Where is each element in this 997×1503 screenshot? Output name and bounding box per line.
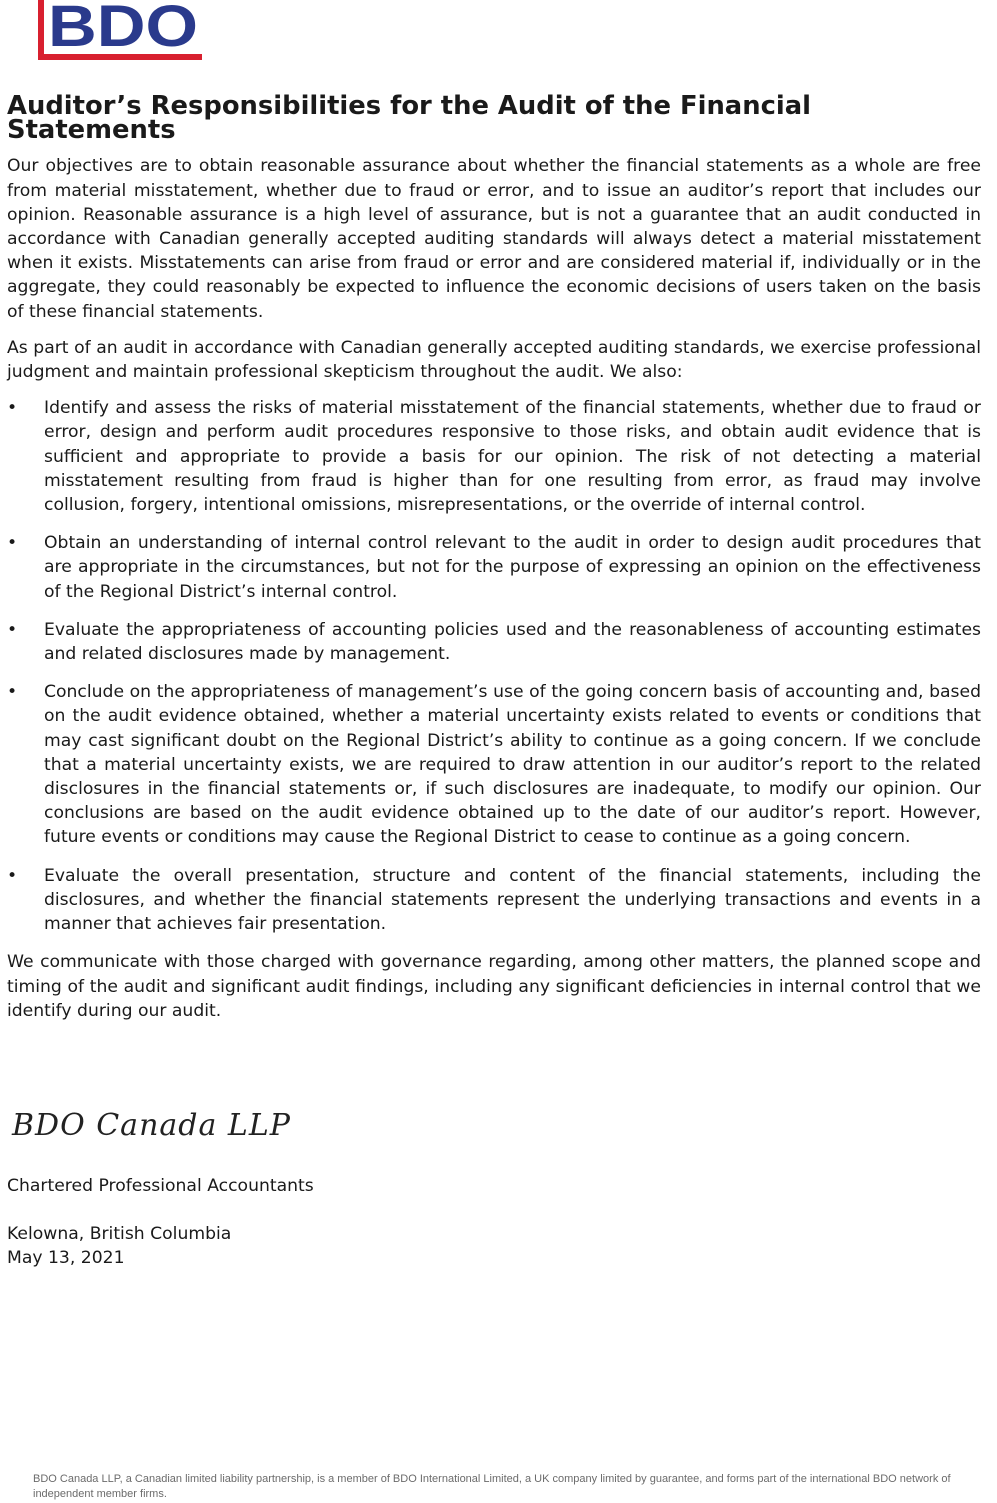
list-item-text: Evaluate the overall presentation, structure and content of the financial statements, including the disclosures, and whether the financial statements represent the underlying transactions and events in a manner that achieves fair presentation.: [44, 865, 981, 935]
bullet-icon: •: [7, 533, 18, 554]
list-item-text: Obtain an understanding of internal control relevant to the audit in order to design audit procedures that are appropriate in the circumstances, but not for the purpose of expressing an opinion on the effectiveness of the Regional District’s internal control.: [44, 533, 981, 602]
firm-title: Chartered Professional Accountants: [7, 1176, 314, 1196]
location: Kelowna, British Columbia: [7, 1224, 232, 1245]
signature: BDO Canada LLP: [12, 1108, 291, 1143]
section-heading: Auditor’s Responsibilities for the Audit of the Financial Statements: [7, 91, 811, 146]
list-item-text: Conclude on the appropriateness of management’s use of the going concern basis of accounting and, based on the audit evidence obtained, whether a material uncertainty exists related to events or conditions that may cast significant doubt on the Regional District’s ability to continue as a going concern. If we conclude that a material uncertainty exists, we are required to draw attention in our auditor’s report to the related disclosures in the financial statements or, if such disclosures are inadequate, to modify our opinion. Our conclusions are based on the audit evidence obtained up to the date of our auditor’s report. However, future events or conditions may cause the Regional District to cease to continue as a going concern.: [44, 682, 981, 848]
bullet-icon: •: [7, 398, 18, 419]
logo-red-bar-vertical: [38, 0, 44, 60]
list-item-text: Identify and assess the risks of material misstatement of the financial statements, whether due to fraud or error, design and perform audit procedures responsive to those risks, and obtain audit evidence that is sufficient and appropriate to provide a basis for our opinion. The risk of not detecting a material misstatement resulting from fraud is higher than for one resulting from error, as fraud may involve collusion, forgery, intentional omissions, misrepresentations, or the override of internal control.: [44, 398, 981, 516]
bullet-icon: •: [7, 682, 18, 703]
logo-text: BDO: [48, 0, 198, 59]
responsibilities-list: [7, 396, 981, 936]
report-date: May 13, 2021: [7, 1248, 125, 1269]
bdo-logo: [36, 0, 204, 64]
list-item-text: Evaluate the appropriateness of accounting policies used and the reasonableness of accounting estimates and related disclosures made by management.: [44, 619, 981, 665]
objectives-paragraph: Our objectives are to obtain reasonable assurance about whether the financial statements as a whole are free from material misstatement, whether due to fraud or error, and to issue an auditor’s report that includes our opinion. Reasonable assurance is a high level of assurance, but is not a guarantee that an audit conducted in accordance with Canadian generally accepted auditing standards will always detect a material misstatement when it exists. Misstatements can arise from fraud or error and are considered material if, individually or in the aggregate, they could reasonably be expected to influence the economic decisions of users taken on the basis of these financial statements.: [7, 156, 981, 322]
footer-disclaimer: BDO Canada LLP, a Canadian limited liability partnership, is a member of BDO International Limited, a UK company limited by guarantee, and forms part of the international BDO network of independent member firms.: [33, 1473, 951, 1500]
bullet-icon: •: [7, 619, 18, 640]
audit-part-paragraph: As part of an audit in accordance with Canadian generally accepted auditing standards, we exercise professional judgment and maintain professional skepticism throughout the audit. We also:: [7, 337, 981, 383]
report-body: [7, 91, 981, 1035]
bullet-icon: •: [7, 865, 18, 886]
list-item: [7, 531, 981, 604]
closing-paragraph: We communicate with those charged with governance regarding, among other matters, the planned scope and timing of the audit and significant audit findings, including any significant deficiencies in internal control that we identify during our audit.: [7, 952, 981, 1021]
list-item: [7, 396, 981, 517]
signature-block: [7, 1174, 314, 1271]
list-item: [7, 618, 981, 666]
list-item: [7, 680, 981, 849]
list-item: [7, 864, 981, 937]
